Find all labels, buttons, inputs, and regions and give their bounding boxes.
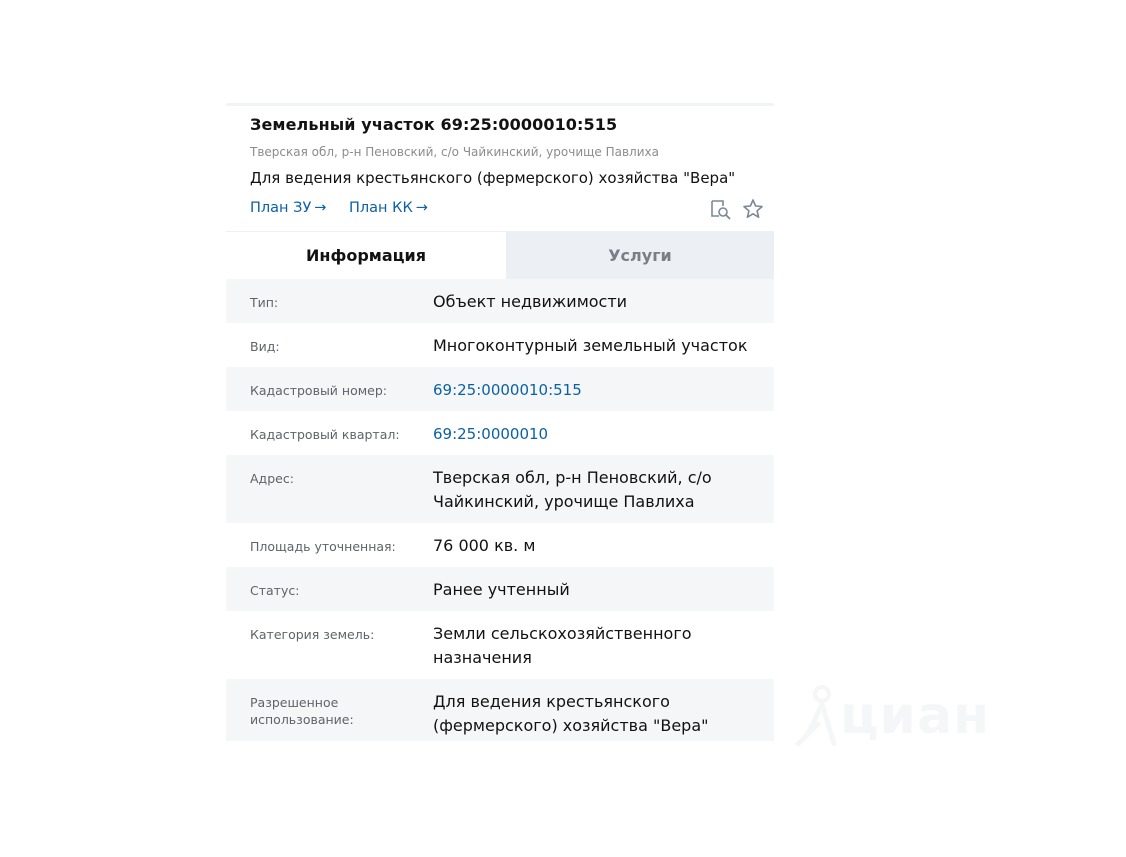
row-label: Кадастровый квартал: — [250, 427, 400, 442]
row-value: Многоконтурный земельный участок — [433, 336, 748, 355]
row-value: Тверская обл, р-н Пеновский, с/о Чайкинский, урочище Павлиха — [433, 468, 712, 511]
row-label: Вид: — [250, 339, 280, 354]
row-label: Адрес: — [250, 471, 294, 486]
star-icon[interactable] — [741, 197, 765, 221]
plan-zu-link[interactable] — [250, 200, 326, 216]
info-table — [226, 279, 774, 741]
tab-information[interactable]: Информация — [226, 232, 506, 280]
info-row-area — [226, 523, 774, 567]
row-value: Ранее учтенный — [433, 580, 570, 599]
watermark-text: циан — [840, 686, 990, 746]
tab-services[interactable]: Услуги — [506, 232, 774, 280]
info-row-cadastral-quarter — [226, 411, 774, 455]
info-row-address — [226, 455, 774, 523]
row-value: Земли сельскохозяйственного назначения — [433, 624, 692, 667]
arrow-right-icon: → — [415, 200, 428, 216]
land-plot-card — [226, 103, 774, 741]
cian-watermark-logo — [788, 684, 998, 754]
page-title: Земельный участок 69:25:0000010:515 — [250, 115, 618, 134]
info-row-land-category — [226, 611, 774, 679]
row-label: Категория земель: — [250, 627, 375, 642]
cadastral-number-link[interactable]: 69:25:0000010:515 — [433, 381, 582, 399]
info-row-type — [226, 279, 774, 323]
tab-bar — [226, 231, 774, 280]
arrow-right-icon: → — [314, 200, 327, 216]
row-label: Площадь уточненная: — [250, 539, 396, 554]
row-value: Объект недвижимости — [433, 292, 628, 311]
info-row-kind — [226, 323, 774, 367]
cadastral-quarter-link[interactable]: 69:25:0000010 — [433, 425, 549, 443]
row-label: Статус: — [250, 583, 300, 598]
card-header — [226, 103, 774, 231]
plan-kk-label: План КК — [349, 200, 413, 216]
plan-zu-label: План ЗУ — [250, 200, 312, 216]
plan-kk-link[interactable] — [349, 200, 428, 216]
row-label: Разрешенное использование: — [250, 695, 354, 727]
permitted-use-line: Для ведения крестьянского (фермерского) хозяйства "Вера" — [250, 169, 736, 187]
row-value: 76 000 кв. м — [433, 536, 536, 555]
info-row-status — [226, 567, 774, 611]
row-label: Тип: — [250, 295, 279, 310]
row-label: Кадастровый номер: — [250, 383, 387, 398]
address-subtitle: Тверская обл, р-н Пеновский, с/о Чайкинский, урочище Павлиха — [250, 145, 659, 159]
info-row-cadastral-number — [226, 367, 774, 411]
search-document-icon[interactable] — [708, 197, 732, 221]
info-row-permitted-use — [226, 679, 774, 741]
row-value: Для ведения крестьянского (фермерского) хозяйства "Вера" — [433, 692, 709, 735]
